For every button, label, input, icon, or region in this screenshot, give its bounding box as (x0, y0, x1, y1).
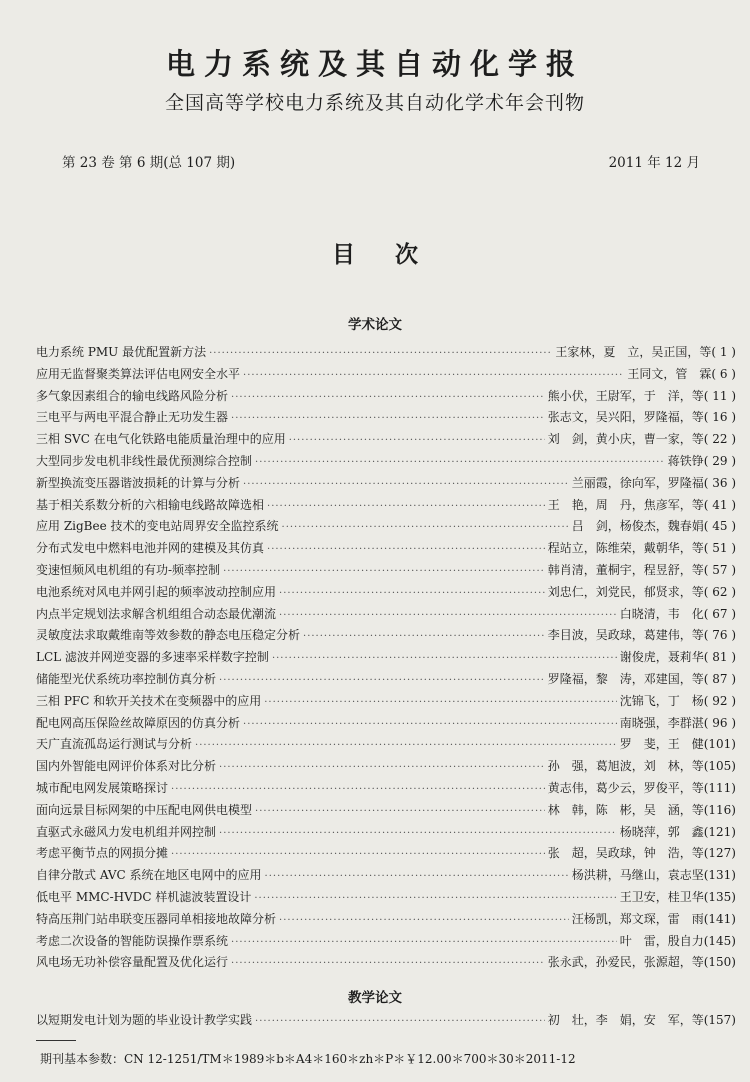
article-title: LCL 滤波并网逆变器的多速率采样数字控制 (36, 650, 269, 665)
toc-heading: 目次 (332, 242, 458, 268)
article-authors: 南晓强，李群湛 (619, 715, 704, 730)
dot-leader (231, 937, 617, 948)
toc-entry[interactable] (36, 365, 736, 385)
toc-entry[interactable] (36, 801, 736, 821)
dot-leader (171, 784, 545, 795)
toc-entry[interactable] (36, 953, 736, 973)
toc-entry[interactable] (36, 539, 736, 559)
journal-parameters: 期刊基本参数：CN 12-1251/TM＊1989＊b＊A4＊160＊zh＊P＊￥12.00＊700＊30＊2011-12 (40, 1052, 576, 1066)
article-authors: 张永武，孙爱民，张源超，等 (547, 955, 704, 970)
article-authors: 熊小伏，王尉军，于 洋，等 (547, 388, 704, 403)
toc-entry[interactable] (36, 823, 736, 843)
dot-leader (231, 392, 545, 403)
article-page: ( 67 ) (703, 606, 736, 621)
article-page: (111) (703, 781, 736, 795)
toc-entry[interactable] (36, 670, 736, 690)
article-title: 风电场无功补偿容量配置及优化运行 (36, 955, 229, 970)
article-page: ( 36 ) (703, 475, 736, 490)
dot-leader (195, 740, 617, 751)
dot-leader (265, 871, 569, 882)
dot-leader (289, 435, 545, 446)
article-authors: 韩肖清，董桐宇，程昱舒，等 (547, 563, 704, 577)
article-title: 以短期发电计划为题的毕业设计教学实践 (36, 1013, 253, 1027)
article-page: ( 1 ) (711, 345, 736, 359)
article-title: 特高压荆门站串联变压器同单相接地故障分析 (36, 911, 277, 926)
toc-entry[interactable] (36, 1011, 736, 1031)
article-title: 三电平与两电平混合静止无功发生器 (36, 410, 229, 425)
article-authors: 汪杨凯，郑文琛，雷 雨 (571, 911, 704, 926)
article-title: 城市配电网发展策略探讨 (36, 781, 169, 795)
dot-leader (219, 675, 545, 686)
toc-entry[interactable] (36, 387, 736, 407)
dot-leader (279, 610, 617, 621)
article-title: 直驱式永磁风力发电机组并网控制 (36, 824, 217, 839)
article-authors: 黄志伟，葛少云，罗俊平，等 (547, 781, 704, 795)
article-title: 新型换流变压器谐波损耗的计算与分析 (36, 475, 241, 490)
article-title: 分布式发电中燃料电池并网的建模及其仿真 (36, 541, 265, 556)
article-authors: 兰丽霞，徐向军，罗隆福 (571, 475, 704, 490)
toc-entry[interactable] (36, 757, 736, 777)
dot-leader (243, 370, 624, 381)
toc-entry[interactable] (36, 561, 736, 581)
toc-entry[interactable] (36, 866, 736, 886)
article-title: 面向远景目标网架的中压配电网供电模型 (36, 802, 253, 817)
article-page: ( 51 ) (703, 541, 736, 556)
dot-leader (171, 849, 545, 860)
article-authors: 林 韩，陈 彬，吴 涵，等 (547, 802, 704, 817)
article-page: (150) (703, 955, 736, 970)
toc-entry[interactable] (36, 583, 736, 603)
article-title: 天广直流孤岛运行测试与分析 (36, 737, 193, 752)
article-authors: 王 艳，周 丹，焦彦军，等 (547, 497, 704, 512)
article-authors: 初 壮，李 娟，安 军，等 (547, 1013, 704, 1027)
article-page: (116) (703, 802, 736, 817)
article-title: 应用无监督聚类算法评估电网安全水平 (36, 366, 241, 381)
article-authors: 王家林，夏 立，吴正国，等 (555, 345, 712, 359)
article-page: (157) (703, 1013, 736, 1027)
article-page: (135) (703, 890, 736, 904)
dot-leader (223, 566, 545, 577)
dot-leader (279, 588, 545, 599)
footer-rule (36, 1040, 76, 1041)
article-title: 灵敏度法求取戴维南等效参数的静态电压稳定分析 (36, 628, 301, 643)
toc-entry[interactable] (36, 452, 736, 472)
toc-entry[interactable] (36, 714, 736, 734)
article-title: 电力系统 PMU 最优配置新方法 (36, 345, 207, 359)
dot-leader (255, 457, 665, 468)
article-title: 变速恒频风电机组的有功-频率控制 (36, 563, 221, 577)
dot-leader (254, 893, 616, 904)
dot-leader (219, 828, 617, 839)
article-page: (131) (703, 868, 736, 883)
toc-entry[interactable] (36, 735, 736, 755)
article-page: ( 76 ) (703, 628, 736, 643)
article-page: (101) (703, 737, 736, 752)
toc-entry[interactable] (36, 779, 736, 799)
article-title: 大型同步发电机非线性最优预测综合控制 (36, 454, 253, 468)
article-authors: 吕 剑，杨俊杰，魏春娟 (571, 519, 704, 534)
article-page: (127) (703, 846, 736, 861)
article-title: 国内外智能电网评价体系对比分析 (36, 759, 217, 774)
dot-leader (255, 1016, 545, 1027)
article-page: (141) (703, 911, 736, 926)
journal-title: 电力系统及其自动化学报 (165, 47, 584, 81)
article-title: 基于相关系数分析的六相输电线路故障选相 (36, 497, 265, 512)
article-authors: 杨洪耕，马继山，袁志坚 (571, 868, 704, 883)
article-page: ( 16 ) (703, 410, 736, 425)
dot-leader (264, 697, 617, 708)
article-page: ( 81 ) (703, 650, 736, 665)
article-authors: 张志文，吴兴阳，罗隆福，等 (547, 410, 704, 425)
dot-leader (279, 915, 569, 926)
article-page: ( 41 ) (703, 497, 736, 512)
section-heading-teaching: 教学论文 (348, 990, 402, 1006)
toc-entry[interactable] (36, 605, 736, 625)
toc-entry[interactable] (36, 626, 736, 646)
toc-entry[interactable] (36, 932, 736, 952)
toc-entry[interactable] (36, 888, 736, 908)
toc-entry[interactable] (36, 648, 736, 668)
dot-leader (231, 958, 545, 969)
article-title: 内点半定规划法求解含机组组合动态最优潮流 (36, 606, 277, 621)
article-authors: 王同文，管 霖 (627, 366, 712, 381)
toc-entry[interactable] (36, 430, 736, 450)
article-title: 三相 PFC 和软开关技术在变频器中的应用 (36, 693, 262, 708)
article-authors: 刘忠仁，刘党民，郁贤求，等 (547, 584, 704, 599)
dot-leader (243, 479, 569, 490)
article-authors: 罗隆福，黎 涛，邓建国，等 (547, 672, 704, 686)
article-title: 多气象因素组合的输电线路风险分析 (36, 388, 229, 403)
article-page: ( 57 ) (703, 563, 736, 577)
article-authors: 沈锦飞，丁 杨 (619, 693, 704, 708)
article-authors: 程站立，陈维荣，戴朝华，等 (547, 541, 704, 556)
article-authors: 李目波，吴政球，葛建伟，等 (547, 628, 704, 643)
article-page: ( 92 ) (703, 693, 736, 708)
article-page: (121) (703, 824, 736, 839)
article-title: 储能型光伏系统功率控制仿真分析 (36, 672, 217, 686)
article-title: 配电网高压保险丝故障原因的仿真分析 (36, 715, 241, 730)
article-authors: 白晓清，韦 化 (619, 606, 704, 621)
article-authors: 张 超，吴政球，钟 浩，等 (547, 846, 704, 861)
toc-entry[interactable] (36, 844, 736, 864)
dot-leader (255, 806, 545, 817)
dot-leader (209, 348, 552, 359)
dot-leader (303, 631, 545, 642)
article-page: ( 11 ) (703, 388, 736, 403)
toc-entry[interactable] (36, 496, 736, 516)
article-title: 考虑二次设备的智能防误操作票系统 (36, 933, 229, 948)
journal-subtitle: 全国高等学校电力系统及其自动化学术年会刊物 (164, 92, 585, 114)
dot-leader (219, 762, 545, 773)
toc-entry[interactable] (36, 517, 736, 537)
issue-date: 2011 年 12 月 (608, 155, 700, 171)
article-title: 考虑平衡节点的网损分摊 (36, 846, 169, 861)
toc-entry[interactable] (36, 474, 736, 494)
article-page: ( 87 ) (703, 672, 736, 686)
article-title: 自律分散式 AVC 系统在地区电网中的应用 (36, 868, 262, 883)
issue-info: 第 23 卷 第 6 期(总 107 期) (62, 155, 236, 171)
toc-entry[interactable] (36, 910, 736, 930)
article-title: 电池系统对风电并网引起的频率波动控制应用 (36, 584, 277, 599)
article-page: ( 22 ) (703, 432, 736, 447)
section-heading-academic: 学术论文 (348, 317, 402, 333)
toc-entry[interactable] (36, 692, 736, 712)
article-authors: 谢俊虎，聂莉华 (619, 650, 704, 665)
dot-leader (282, 522, 569, 533)
dot-leader (267, 501, 545, 512)
article-authors: 孙 强，葛旭波，刘 林，等 (547, 759, 704, 774)
article-page: ( 29 ) (703, 454, 736, 468)
article-authors: 杨晓萍，郭 鑫 (619, 824, 704, 839)
article-page: (105) (703, 759, 736, 774)
article-title: 应用 ZigBee 技术的变电站周界安全监控系统 (36, 519, 279, 534)
article-page: (145) (703, 933, 736, 948)
article-title: 低电平 MMC-HVDC 样机滤波装置设计 (36, 890, 252, 904)
article-authors: 王卫安，桂卫华 (619, 890, 704, 904)
article-authors: 罗 斐，王 健 (619, 737, 704, 752)
article-page: ( 62 ) (703, 584, 736, 599)
toc-entry[interactable] (36, 408, 736, 428)
article-authors: 蒋铁铮 (667, 454, 704, 468)
article-title: 三相 SVC 在电气化铁路电能质量治理中的应用 (36, 432, 286, 447)
article-page: ( 6 ) (711, 366, 736, 381)
dot-leader (272, 653, 617, 664)
dot-leader (231, 413, 545, 424)
article-page: ( 96 ) (703, 715, 736, 730)
dot-leader (267, 544, 545, 555)
dot-leader (243, 719, 617, 730)
article-authors: 叶 雷，殷自力 (619, 933, 704, 948)
article-authors: 刘 剑，黄小庆，曹一家，等 (547, 432, 704, 447)
toc-entry[interactable] (36, 343, 736, 363)
article-page: ( 45 ) (703, 519, 736, 534)
